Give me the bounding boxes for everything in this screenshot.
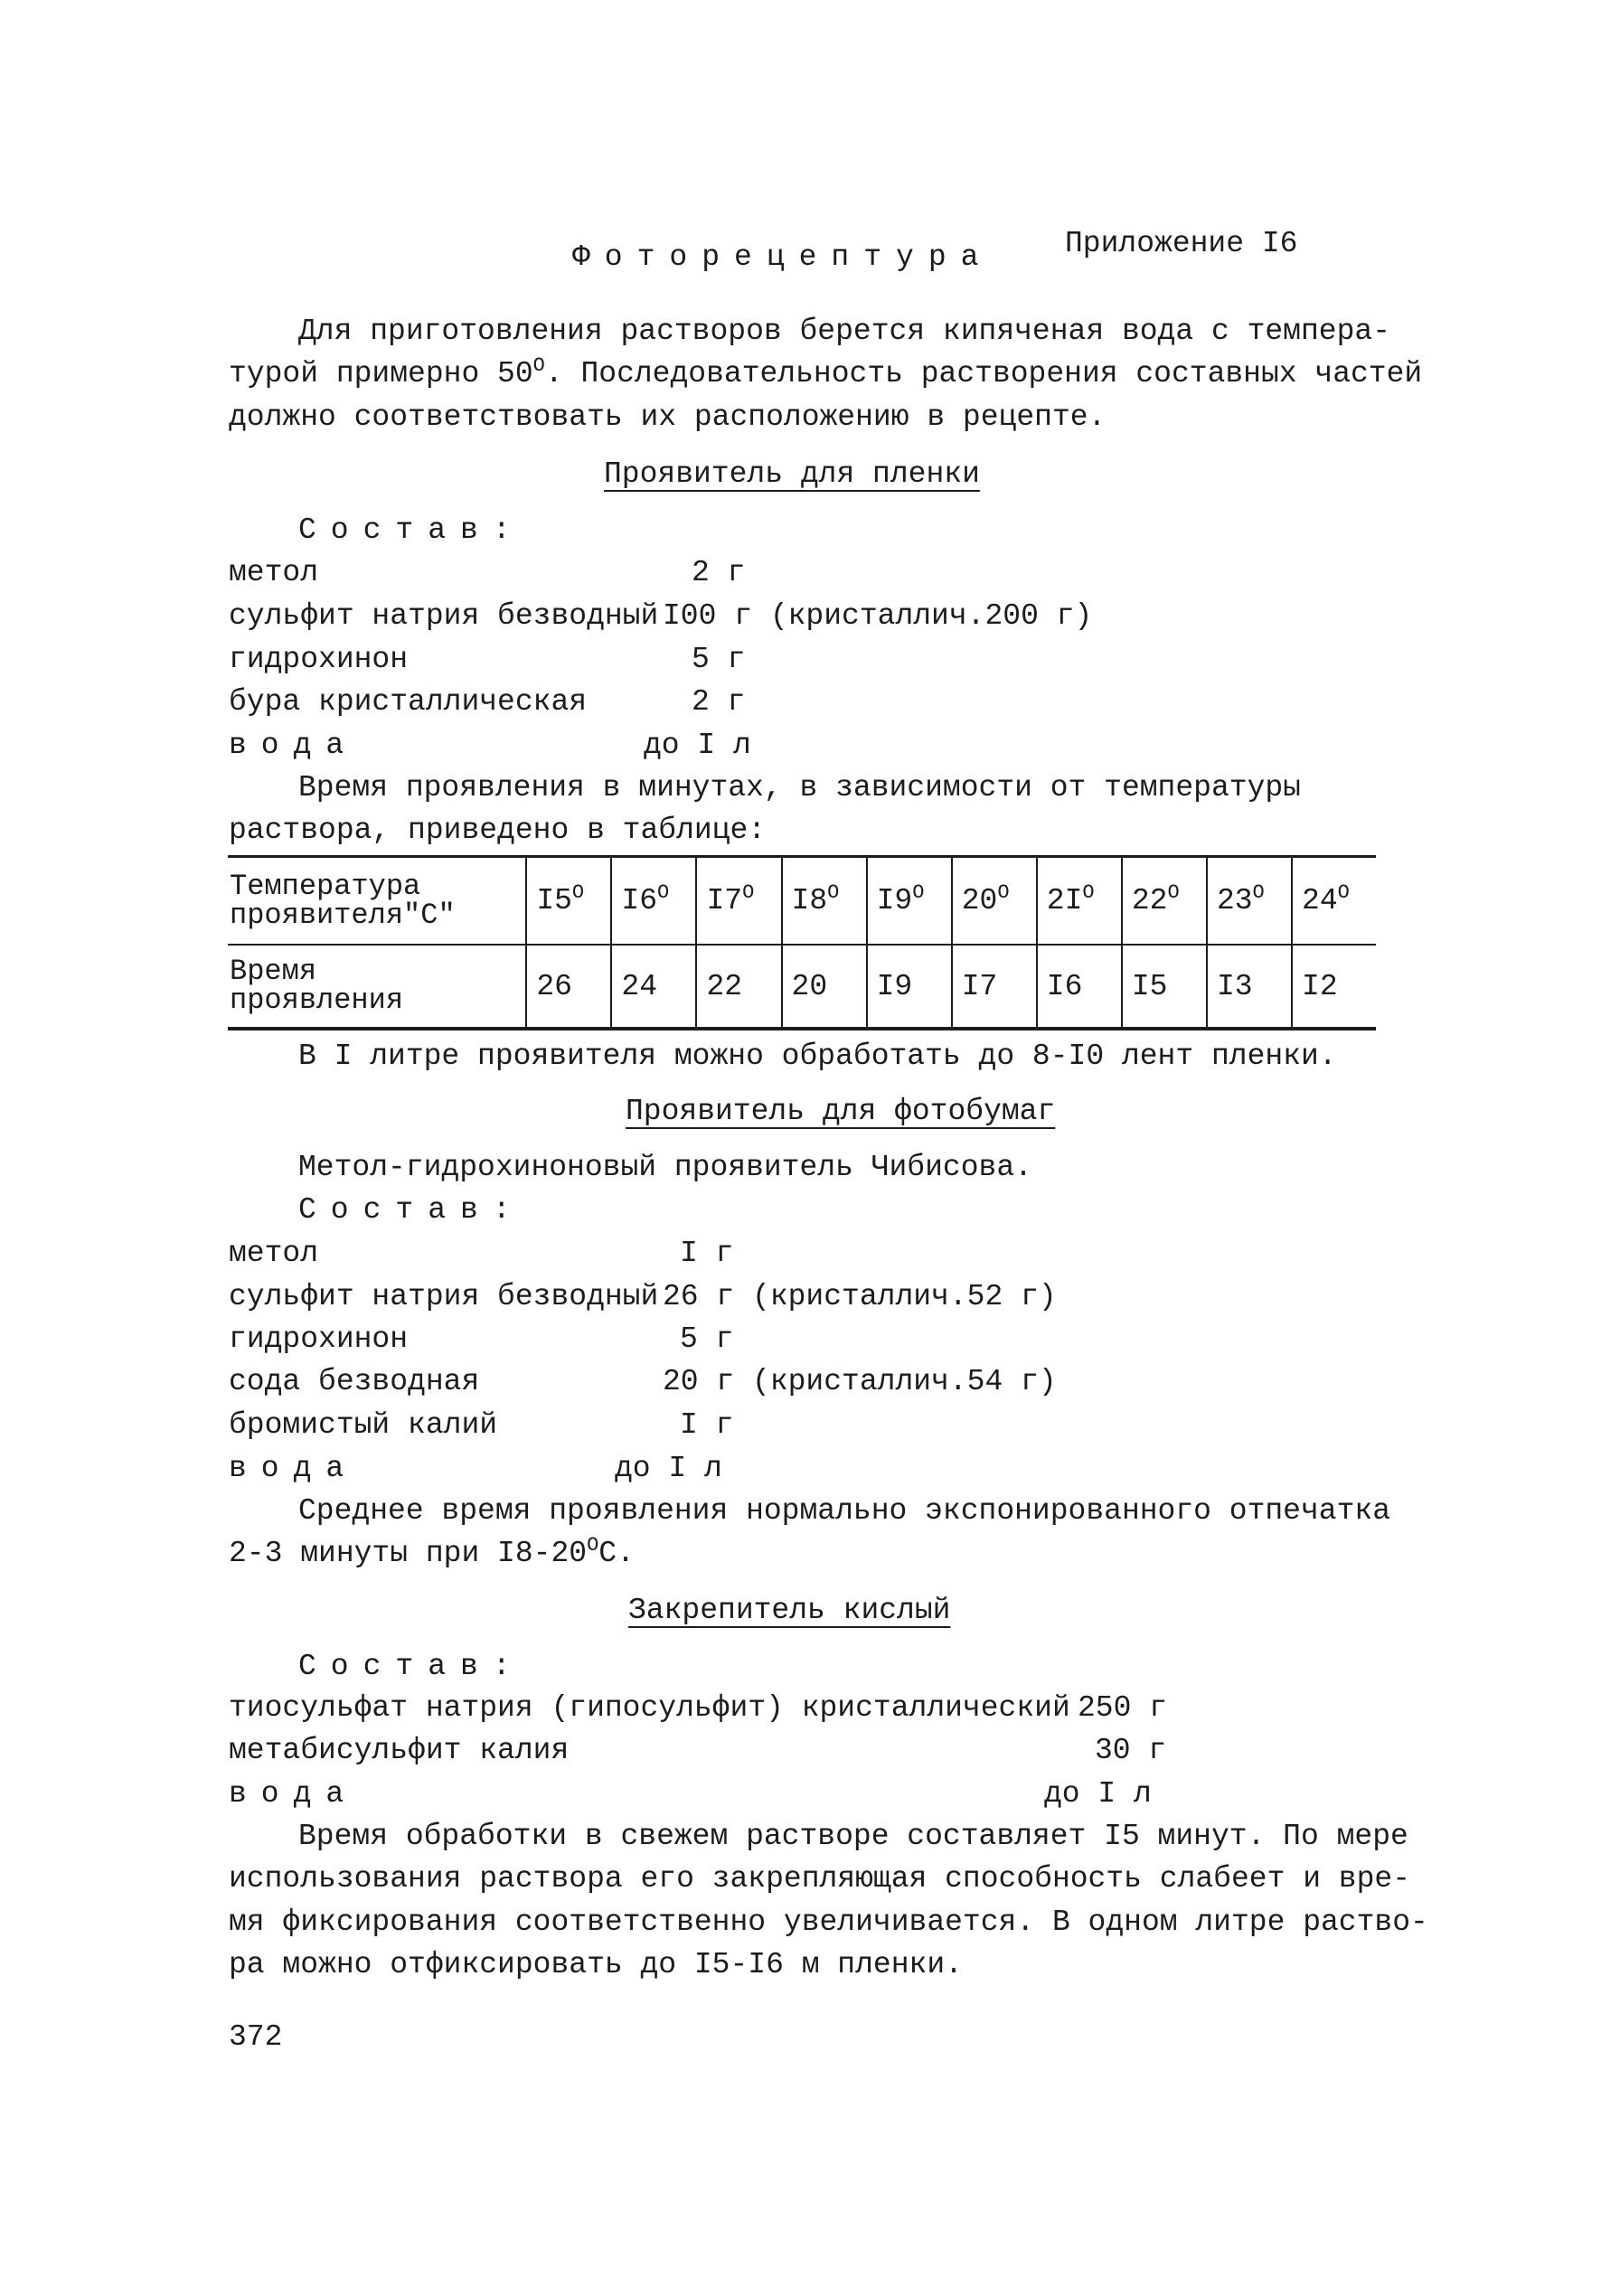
table-cell-time: 20 [782,945,867,1029]
table-cell-time: I2 [1292,945,1376,1029]
page-title: Фоторецептура [572,240,994,274]
table-cell-temperature: $I8^О$ [782,857,867,946]
table-cell-time: I7 [952,945,1037,1029]
fixer-composition-label: Состав: [298,1650,525,1683]
film-item-name: сульфит натрия безводный [229,599,659,633]
film-item-name: гидрохинон [229,643,409,676]
film-time-text-2: раствора, приведено в таблице: [229,814,767,847]
paper-item-name: вода [229,1452,359,1485]
film-item-amount: I00 г (кристаллич.200 г) [663,599,1093,633]
paper-note-line-2: 2-3 минуты при $I8-20^ОС$. [229,1534,635,1570]
paper-item-amount: I г [680,1237,734,1270]
table-row [228,857,1376,946]
paper-item-amount: до I л [615,1452,722,1485]
fixer-item-name: вода [229,1777,359,1811]
paper-item-amount: 5 г [680,1322,734,1356]
paper-item-name: сода безводная [229,1365,480,1398]
table-row-header: Температура проявителя"С" [228,857,526,946]
film-item-amount: 2 г [692,685,746,719]
paper-developer-subtitle: Метол-гидрохиноновый проявитель Чибисова. [298,1151,1032,1184]
paper-item-name: бромистый калий [229,1408,498,1442]
film-item-name: метол [229,556,319,589]
table-cell-temperature: $I6^О$ [611,857,696,946]
table-cell-temperature: $2I^О$ [1037,857,1122,946]
paper-item-name: гидрохинон [229,1322,409,1356]
film-item-amount: до I л [644,729,751,762]
table-row [228,945,1376,1029]
table-cell-time: I3 [1207,945,1292,1029]
film-item-amount: 5 г [692,643,746,676]
fixer-item-amount: 30 г [1095,1734,1167,1767]
intro-line-2: турой примерно $50^О$. Последовательность растворения составных частей [229,354,1423,391]
table-cell-temperature: $I9^О$ [867,857,952,946]
fixer-item-name: тиосульфат натрия (гипосульфит) кристаллический [229,1691,1070,1725]
paper-item-amount: 26 г (кристаллич.52 г) [663,1280,1057,1313]
paper-item-amount: 20 г (кристаллич.54 г) [663,1365,1057,1398]
intro-line-3: должно соответствовать их расположению в рецепте. [229,400,1107,434]
intro-line-1: Для приготовления растворов берется кипяченая вода с темпера- [298,315,1390,348]
film-capacity-note: В I литре проявителя можно обработать до 8-I0 лент пленки. [298,1040,1337,1073]
development-time-table [228,855,1376,1030]
table-cell-time: 26 [526,945,611,1029]
table-cell-temperature: $20^О$ [952,857,1037,946]
fixer-note-line-4: ра можно отфиксировать до I5-I6 м пленки. [229,1948,963,1981]
table-cell-temperature: $I5^О$ [526,857,611,946]
paper-item-name: метол [229,1237,319,1270]
table-row-header: Время проявления [230,955,404,1017]
table-cell-time: I9 [867,945,952,1029]
film-item-amount: 2 г [692,556,746,589]
table-cell-time: 24 [611,945,696,1029]
table-cell-time: 22 [696,945,781,1029]
film-item-name: бура кристаллическая [229,685,588,719]
film-time-text-1: Время проявления в минутах, в зависимости от температуры [298,771,1301,805]
fixer-item-amount: до I л [1044,1777,1152,1811]
fixer-item-name: метабисульфит калия [229,1734,570,1767]
table-cell-time: I5 [1122,945,1207,1029]
table-cell-temperature: $24^О$ [1292,857,1376,946]
appendix-label: Приложение I6 [1065,227,1298,260]
film-developer-heading: Проявитель для пленки [604,457,980,491]
table-cell-temperature: $23^О$ [1207,857,1292,946]
paper-item-name: сульфит натрия безводный [229,1280,659,1313]
fixer-note-line-2: использования раствора его закрепляющая способность слабеет и вре- [229,1862,1411,1896]
table-cell-time: I6 [1037,945,1122,1029]
paper-note-line-1: Среднее время проявления нормально экспонированного отпечатка [298,1494,1390,1528]
fixer-note-line-1: Время обработки в свежем растворе составляет I5 минут. По мере [298,1820,1408,1853]
fixer-item-amount: 250 г [1078,1691,1168,1725]
fixer-note-line-3: мя фиксирования соответственно увеличивается. В одном литре раство- [229,1905,1428,1939]
paper-item-amount: I г [680,1408,734,1442]
film-item-name: вода [229,729,359,762]
table-cell-temperature: $22^О$ [1122,857,1207,946]
table-cell-temperature: $I7^О$ [696,857,781,946]
film-composition-label: Состав: [298,513,525,547]
paper-developer-heading: Проявитель для фотобумаг [626,1095,1056,1128]
page-number: 372 [229,2020,283,2054]
paper-composition-label: Состав: [298,1193,525,1227]
fixer-heading: Закрепитель кислый [628,1594,951,1627]
